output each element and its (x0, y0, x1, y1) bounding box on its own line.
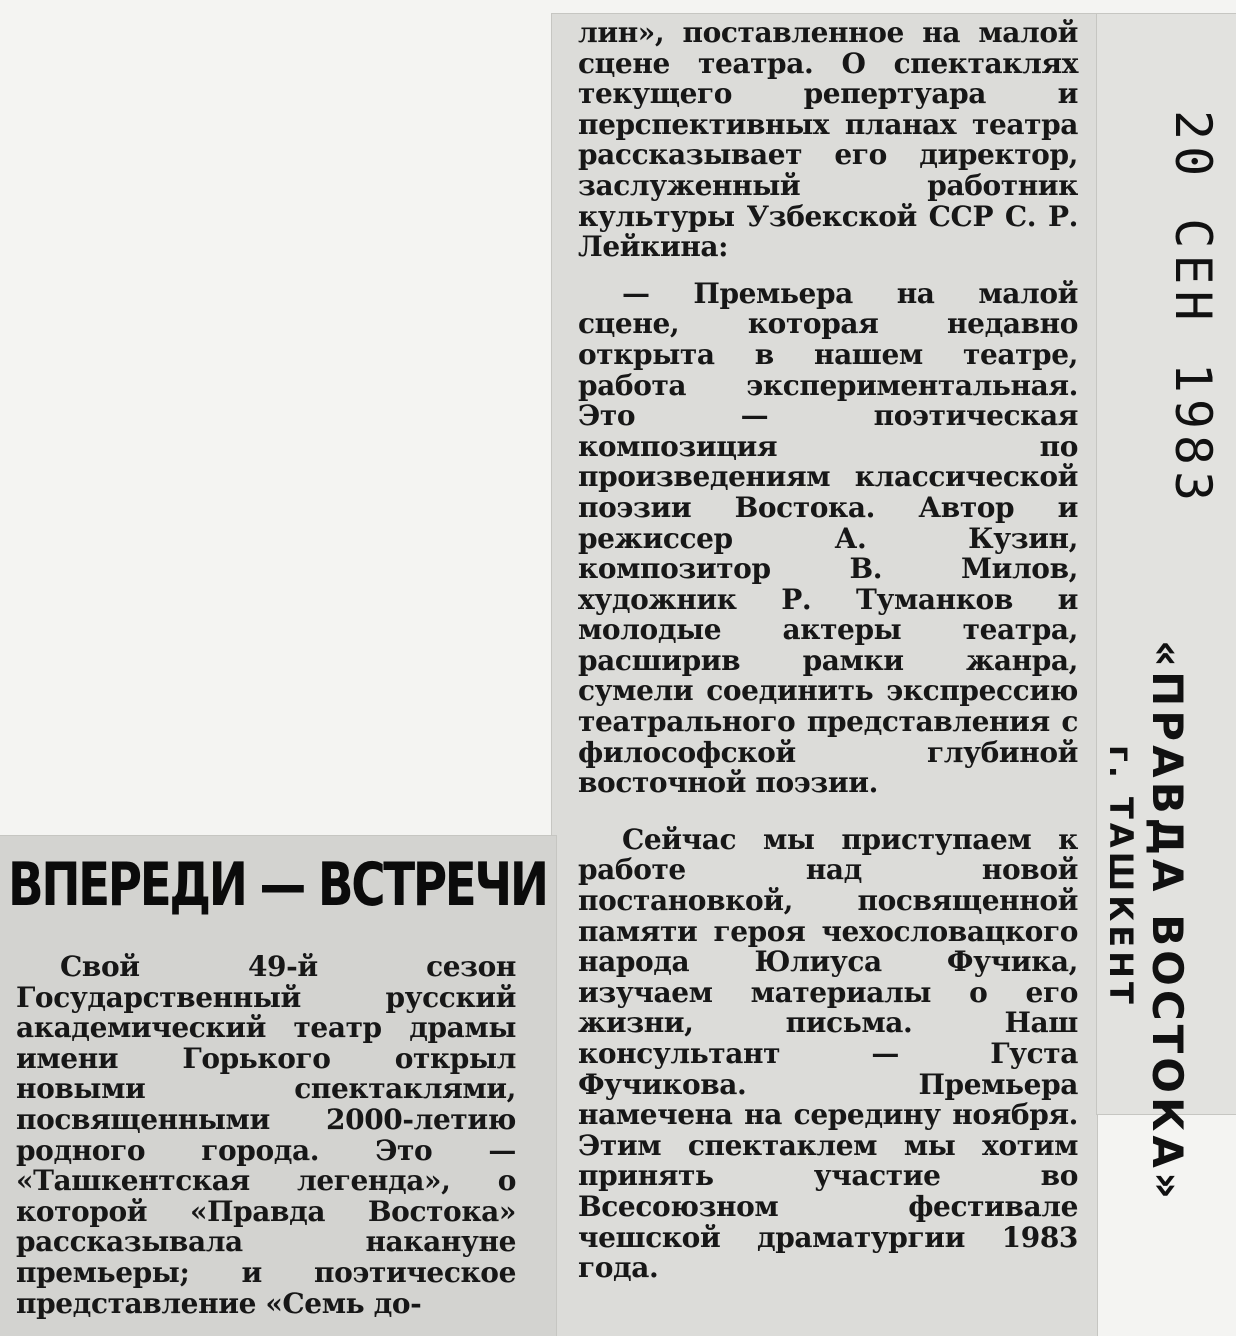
left-article-column (16, 952, 516, 1319)
newspaper-stamp: «ПРАВДА ВОСТОКА» (1143, 640, 1192, 1203)
article-headline: ВПЕРЕДИ — ВСТРЕЧИ (8, 850, 547, 920)
article-paragraph-1: лин», поставленное на малой сцене театра. О спектаклях текущего репертуара и перспективных планах театра рассказывает его директор, заслуженный работник культуры Узбекской ССР С. Р. Лейкина: (578, 16, 1078, 264)
right-article-column (578, 18, 1078, 1284)
date-stamp: 20 СЕН 1983 (1164, 110, 1222, 508)
city-stamp: г. ТАШКЕНТ (1102, 745, 1140, 1008)
article-paragraph-3: Сейчас мы приступаем к работе над новой постановкой, посвященной памяти героя чехословацкого народа Юлиуса Фучика, изучаем материалы о его жизни, письма. Наш консультант — Густа Фучикова. Премьера намечена на середину ноября. Этим спектаклем мы хотим принять участие во Всесоюзном фестивале чешской драматургии 1983 года. (578, 822, 1078, 1285)
article-paragraph-2: — Премьера на малой сцене, которая недавно открыта в нашем театре, работа экспериментальная. Это — поэтическая композиция по произведениям классической поэзии Востока. Автор и режиссер А. Кузин, композитор В. Милов, художник Р. Туманков и молодые актеры театра, расширив рамки жанра, сумели соединить экспрессию театрального представления с философской глубиной восточной поэзии. (578, 276, 1078, 800)
article-lead-paragraph: Свой 49-й сезон Государственный русский академический театр драмы имени Горького открыл новыми спектаклями, посвященными 2000-летию родного города. Это — «Ташкентская легенда», о которой «Правда Востока» рассказывала накануне премьеры; и поэтическое представление «Семь до- (16, 950, 516, 1320)
